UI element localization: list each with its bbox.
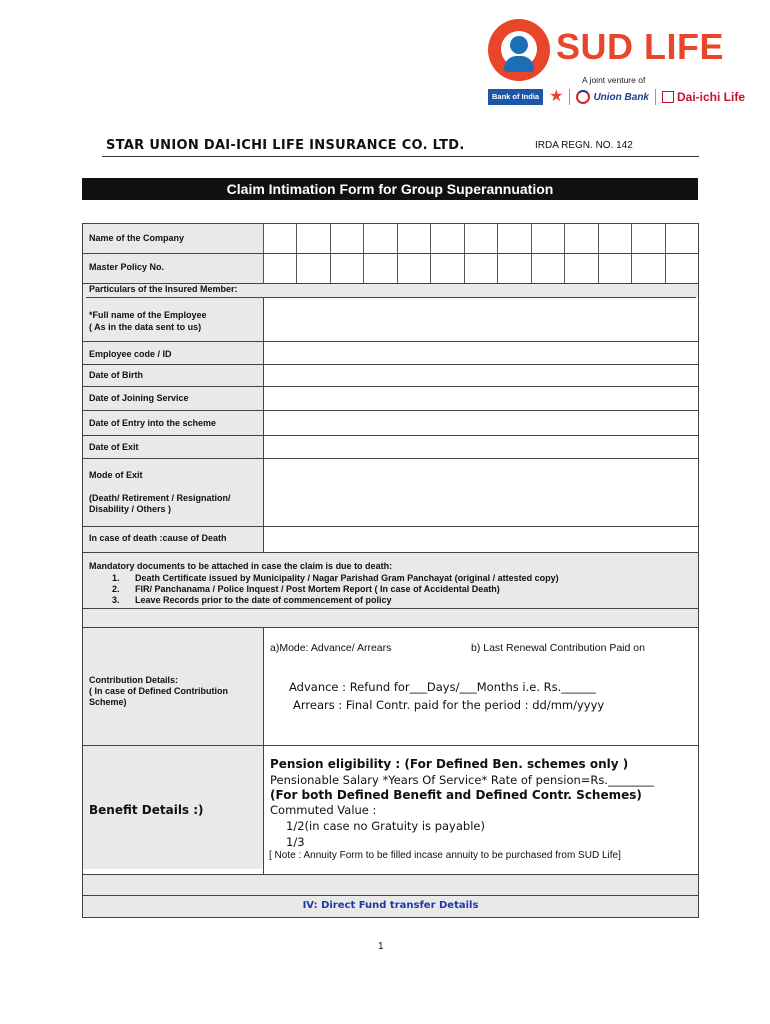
half-option: 1/2(in case no Gratuity is payable) [286,819,485,833]
bank-of-india-logo: Bank of India [488,89,543,105]
renewal-line: b) Last Renewal Contribution Paid on [471,642,645,654]
full-name-label: *Full name of the Employee [89,310,207,320]
daiichi-label: Dai-ichi Life [677,90,746,104]
doc-item: FIR/ Panchanama / Police Inquest / Post Mortem Report ( In case of Accidental Death) [135,584,500,594]
annuity-note: [ Note : Annuity Form to be filled incase annuity to be purchased from SUD Life] [269,850,621,861]
row-line [83,341,698,342]
pension-formula: Pensionable Salary *Years Of Service* Rate of pension=Rs.________ [270,773,655,787]
col-divider [263,298,264,552]
logo-person-body [504,56,534,72]
page-number: 1 [378,941,384,952]
union-bank-icon [576,90,590,104]
company-name: STAR UNION DAI-ICHI LIFE INSURANCE CO. LTD. [106,138,465,153]
label-bg [83,627,263,869]
row-line [83,458,698,459]
mandatory-heading: Mandatory documents to be attached in case the claim is due to death: [89,561,393,571]
commuted-value: Commuted Value : [270,803,377,817]
mode-exit-options-2: Disability / Others ) [89,504,172,514]
row-line [83,627,698,628]
star-icon: ★ [549,88,564,105]
claim-form [82,223,699,918]
char-box[interactable] [397,224,430,254]
doj-label: Date of Joining Service [89,393,189,403]
mode-exit-options: (Death/ Retirement / Resignation/ [89,493,231,503]
dob-label: Date of Birth [89,370,143,380]
benefit-label: Benefit Details :) [89,803,204,817]
brand-name: SUD LIFE [556,26,725,67]
char-box[interactable] [531,254,564,284]
char-box[interactable] [430,254,463,284]
irda-number: IRDA REGN. NO. 142 [535,140,633,151]
mode-exit-label: Mode of Exit [89,470,143,480]
form-title: Claim Intimation Form for Group Superannuation [82,178,698,200]
char-box[interactable] [598,254,631,284]
char-box[interactable] [598,224,631,254]
daiichi-logo [662,90,745,104]
joint-venture-text: A joint venture of [582,75,646,85]
char-box[interactable] [497,224,530,254]
company-boxes [263,224,698,254]
daiichi-icon [662,91,674,103]
char-box[interactable] [397,254,430,284]
doc-num: 1. [112,573,120,583]
char-box[interactable] [330,254,363,284]
company-label: Name of the Company [89,233,185,243]
row-line [83,745,698,746]
divider [569,89,570,105]
death-cause-label: In case of death :cause of Death [89,533,227,543]
row-line [83,552,698,553]
union-bank-logo [576,90,649,104]
entry-label: Date of Entry into the scheme [89,418,217,428]
contribution-sublabel: ( In case of Defined Contribution [89,686,228,696]
logo-person-head [510,36,528,54]
third-option: 1/3 [286,835,305,849]
row-line [83,608,698,609]
policy-boxes [263,254,698,284]
char-box[interactable] [263,254,296,284]
row-line [83,526,698,527]
char-box[interactable] [631,224,664,254]
char-box[interactable] [296,224,329,254]
char-box[interactable] [464,254,497,284]
char-box[interactable] [564,224,597,254]
doc-num: 3. [112,595,120,605]
policy-label: Master Policy No. [89,262,165,272]
direct-transfer-heading: IV: Direct Fund transfer Details [302,900,479,911]
row-line [86,297,696,298]
char-box[interactable] [263,224,296,254]
char-box[interactable] [665,254,698,284]
char-box[interactable] [631,254,664,284]
row-line [83,253,698,254]
char-box[interactable] [531,224,564,254]
union-bank-label: Union Bank [593,91,649,103]
row-line [83,364,698,365]
exit-label: Date of Exit [89,442,139,452]
mode-line: a)Mode: Advance/ Arrears [270,642,392,654]
char-box[interactable] [363,254,396,284]
divider [655,89,656,105]
employee-code-label: Employee code / ID [89,349,172,359]
particulars-heading: Particulars of the Insured Member: [89,284,238,294]
doc-num: 2. [112,584,120,594]
char-box[interactable] [330,224,363,254]
both-heading: (For both Defined Benefit and Defined Contr. Schemes) [270,788,642,802]
doc-item: Death Certificate issued by Municipality / Nagar Parishad Gram Panchayat (original / attested copy) [135,573,559,583]
full-name-sublabel: ( As in the data sent to us) [89,322,202,332]
row-line [83,874,698,875]
char-box[interactable] [430,224,463,254]
char-box[interactable] [665,224,698,254]
advance-line: Advance : Refund for___Days/___Months i.e. Rs.______ [289,680,596,694]
contribution-sublabel-2: Scheme) [89,697,127,707]
pension-heading: Pension eligibility : (For Defined Ben. schemes only ) [270,757,629,771]
char-box[interactable] [296,254,329,284]
col-divider [263,627,264,874]
char-box[interactable] [464,224,497,254]
arrears-line: Arrears : Final Contr. paid for the period : dd/mm/yyyy [293,698,605,712]
contribution-label: Contribution Details: [89,675,178,685]
doc-item: Leave Records prior to the date of commencement of policy [135,595,392,605]
char-box[interactable] [363,224,396,254]
partner-logos [488,89,745,105]
char-box[interactable] [497,254,530,284]
row-line [83,386,698,387]
row-line [83,410,698,411]
char-box[interactable] [564,254,597,284]
row-line [83,895,698,896]
header-rule [102,156,699,157]
row-line [83,435,698,436]
